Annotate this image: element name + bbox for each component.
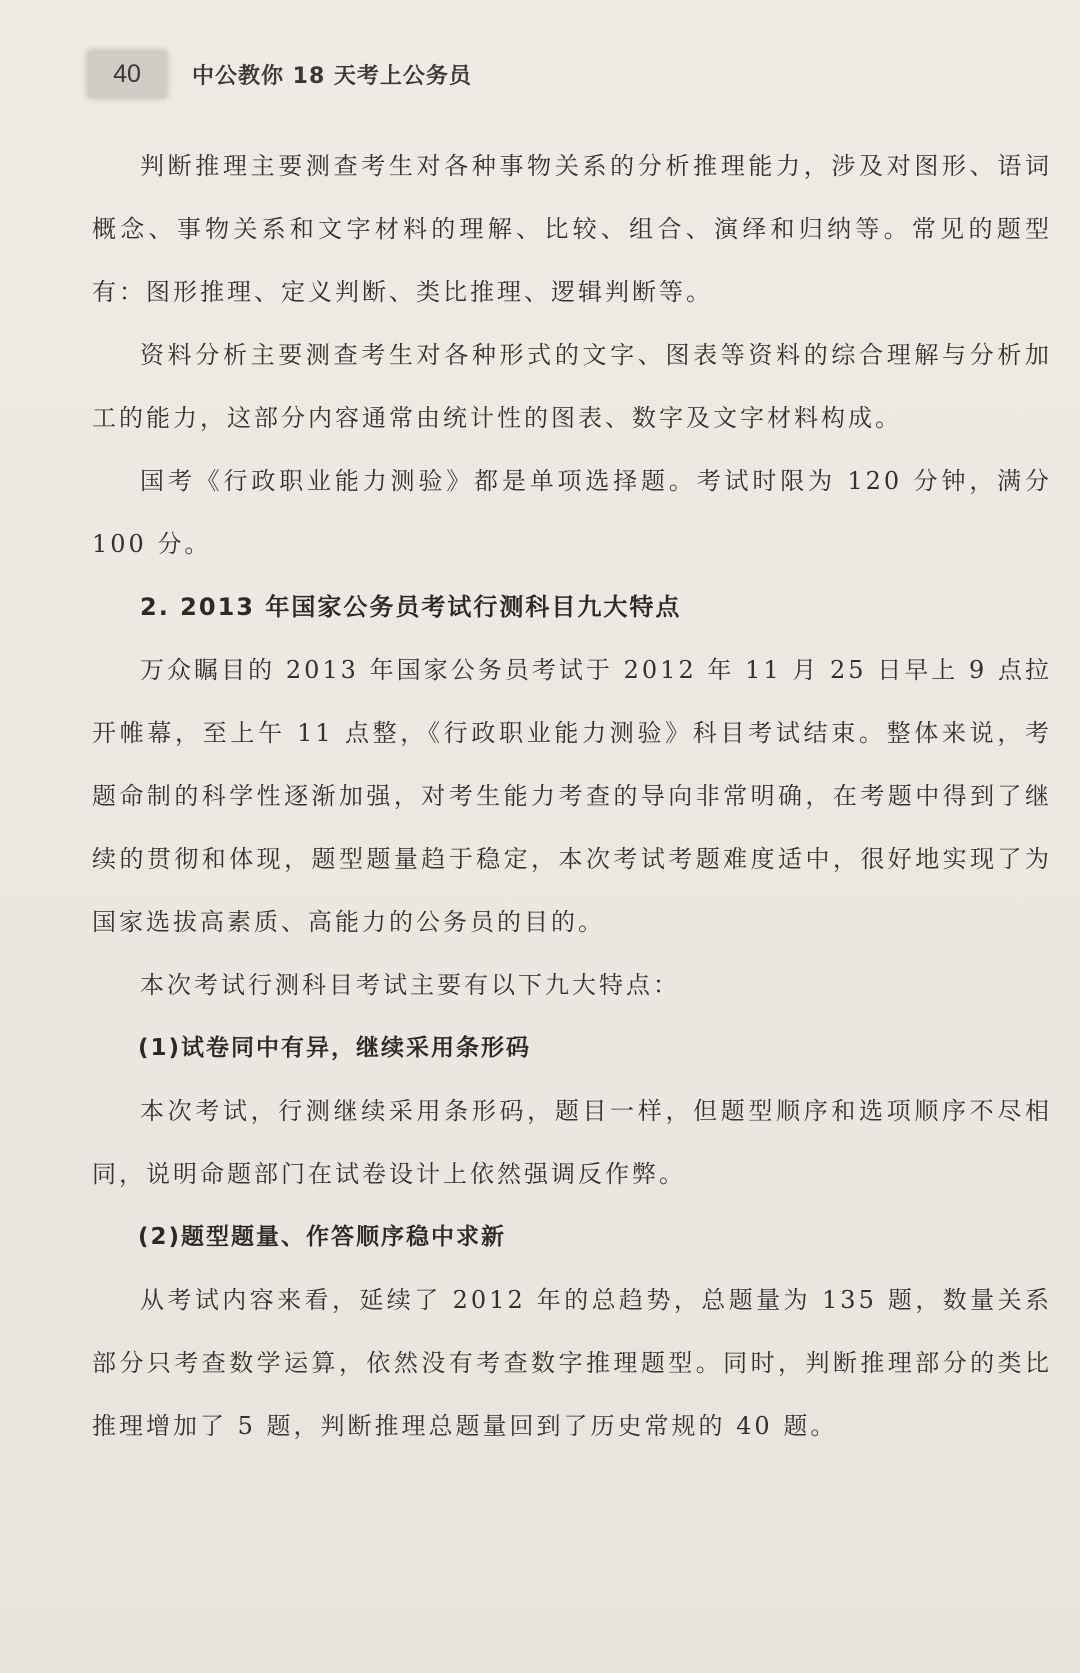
paragraph-features-intro: 本次考试行测科目考试主要有以下九大特点：	[140, 971, 680, 999]
paragraph-feature-2: 从考试内容来看，延续了 2012 年的总趋势，总题量为 135 题，数量关系部分只考查数学运算，依然没有考查数字推理题型。同时，判断推理部分的类比推理增加了 5 题，判断推理总题量回到了历史常规的 40 题。	[92, 1286, 1052, 1440]
paragraph-exam-format: 国考《行政职业能力测验》都是单项选择题。考试时限为 120 分钟，满分 100 分。	[92, 467, 1052, 558]
body-text	[92, 135, 1052, 1458]
paragraph-exam-overview: 万众瞩目的 2013 年国家公务员考试于 2012 年 11 月 25 日早上 9 点拉开帷幕，至上午 11 点整，《行政职业能力测验》科目考试结束。整体来说，考题命制的科学性逐渐加强，对考生能力考查的导向非常明确，在考题中得到了继续的贯彻和体现，题型题量趋于稳定，本次考试考题难度适中，很好地实现了为国家选拔高素质、高能力的公务员的目的。	[92, 656, 1052, 936]
paragraph-data-analysis: 资料分析主要测查考生对各种形式的文字、图表等资料的综合理解与分析加工的能力，这部分内容通常由统计性的图表、数字及文字材料构成。	[92, 341, 1052, 432]
paragraph-feature-1: 本次考试，行测继续采用条形码，题目一样，但题型顺序和选项顺序不尽相同，说明命题部门在试卷设计上依然强调反作弊。	[92, 1097, 1052, 1188]
section-heading: 2. 2013 年国家公务员考试行测科目九大特点	[140, 593, 682, 621]
subheading-feature-1: (1)试卷同中有异，继续采用条形码	[138, 1035, 532, 1061]
running-title: 中公教你 18 天考上公务员	[192, 63, 472, 89]
page-number: 40	[113, 59, 141, 88]
page-header	[88, 50, 472, 98]
paragraph-judgment-reasoning: 判断推理主要测查考生对各种事物关系的分析推理能力，涉及对图形、语词概念、事物关系和文字材料的理解、比较、组合、演绎和归纳等。常见的题型有：图形推理、定义判断、类比推理、逻辑判断等。	[92, 152, 1052, 306]
page-number-box	[88, 51, 166, 97]
subheading-feature-2: (2)题型题量、作答顺序稳中求新	[138, 1224, 507, 1250]
